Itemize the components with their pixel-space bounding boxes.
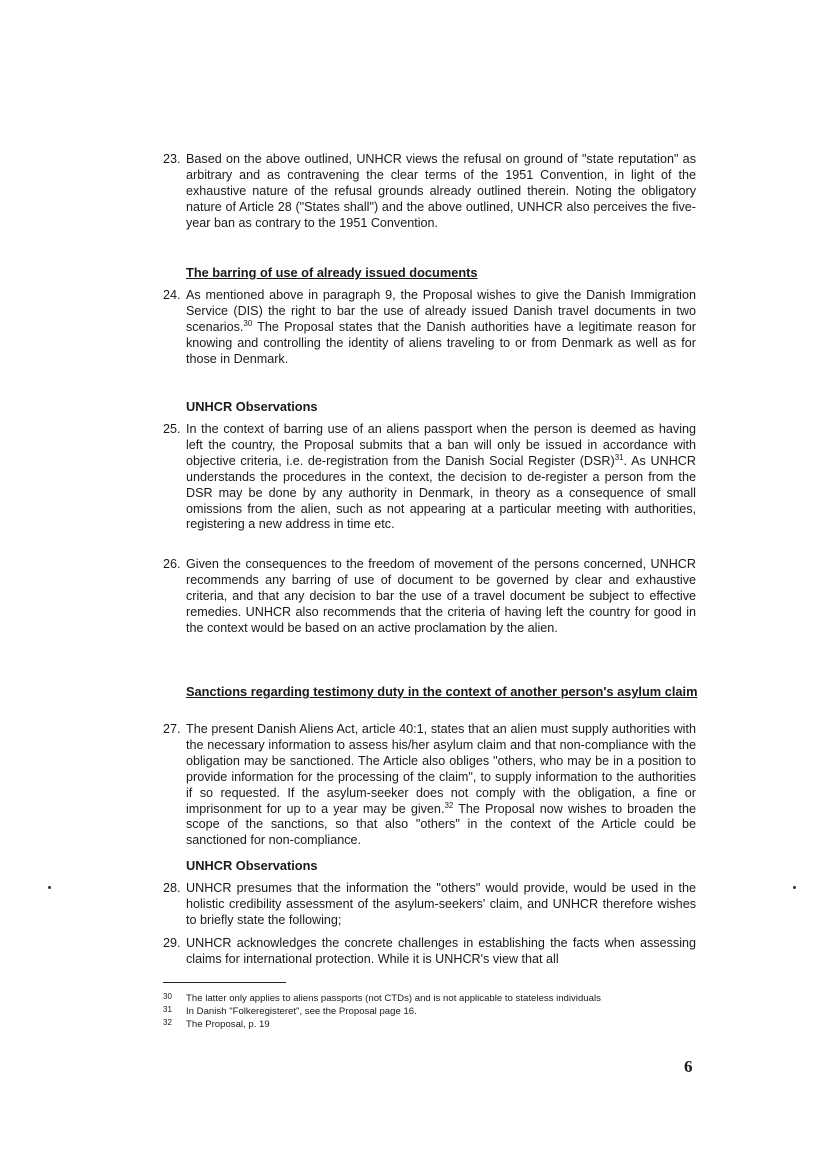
paragraph-number: 28.: [163, 881, 181, 895]
paragraph-text: Based on the above outlined, UNHCR views the refusal on ground of "state reputation" as arbitrary and as contravening the clear terms of the 1951 Convention, in light of the exhaustive nature of the refusal grounds already outlined therein. Noting the obligatory nature of Article 28 ("States shall") and the above outlined, UNHCR also perceives the five-year ban as contrary to the 1951 Convention.: [186, 152, 696, 230]
paragraph-number: 26.: [163, 557, 181, 571]
paragraph-text: In the context of barring use of an aliens passport when the person is deemed as having left the country, the Proposal submits that a ban will only be issued in accordance with objective criteria, i.e. de-registration from the Danish Social Register (DSR)$^{31}$. As UNHCR understands the procedures in the context, the decision to de-register a person from the DSR may be done by any authority in Denmark, in theory as a consequence of small omissions from the alien, such as not appearing at a particular meeting with authorities, registering a new address in time etc.: [186, 422, 696, 532]
paragraph-27: [163, 722, 696, 849]
paragraph-text: UNHCR acknowledges the concrete challenges in establishing the facts when assessing claims for international protection. While it is UNHCR's view that all: [186, 936, 696, 966]
footnote-30: 30 The latter only applies to aliens passports (not CTDs) and is not applicable to stateless individuals: [163, 992, 601, 1004]
paragraph-28: [163, 881, 696, 929]
footnote-32: 32 The Proposal, p. 19: [163, 1018, 270, 1030]
paragraph-26: [163, 557, 696, 637]
footnote-31: 31 In Danish "Folkeregisteret", see the Proposal page 16.: [163, 1005, 417, 1017]
footnote-separator: [163, 982, 286, 983]
section-heading-observations: UNHCR Observations: [186, 858, 318, 873]
paragraph-number: 29.: [163, 936, 181, 950]
paragraph-number: 27.: [163, 722, 181, 736]
paragraph-25: [163, 422, 696, 533]
scan-speck: [48, 886, 51, 889]
footnote-ref-32: 32: [444, 800, 454, 810]
footnote-ref-31: 31: [614, 452, 624, 462]
paragraph-text: Given the consequences to the freedom of movement of the persons concerned, UNHCR recommends any barring of use of document to be governed by clear and exhaustive criteria, and that any decision to bar the use of a travel document be subject to effective remedies. UNHCR also recommends that the criteria of having left the country for good in the context would be based on an active proclamation by the alien.: [186, 557, 696, 635]
page-number: 6: [684, 1057, 693, 1076]
paragraph-23: [163, 152, 696, 232]
paragraph-text: As mentioned above in paragraph 9, the Proposal wishes to give the Danish Immigration Service (DIS) the right to bar the use of already issued Danish travel documents in two scenarios.$^{30}$ The Proposal states that the Danish authorities have a legitimate reason for knowing and controlling the identity of aliens traveling to or from Denmark as well as for those in Denmark.: [186, 288, 696, 366]
paragraph-number: 23.: [163, 152, 181, 166]
paragraph-text: The present Danish Aliens Act, article 40:1, states that an alien must supply authorities with the necessary information to assess his/her asylum claim and that non-compliance with the obligation may be sanctioned. The Article also obliges "others, who may be in a position to provide information for the processing of the claim", to supply information to the authorities if so requested. If the asylum-seeker does not comply with the obligation, a fine or imprisonment for up to a year may be given.$^{32}$ The Proposal now wishes to broaden the scope of the sanctions, so that also "others" in the context of the Article could be sanctioned for non-compliance.: [186, 722, 696, 848]
paragraph-text: UNHCR presumes that the information the "others" would provide, would be used in the holistic credibility assessment of the asylum-seekers' claim, and UNHCR therefore wishes to briefly state the following;: [186, 881, 696, 927]
section-heading-barring: The barring of use of already issued documents: [186, 265, 478, 280]
section-heading-sanctions: Sanctions regarding testimony duty in the context of another person's asylum claim: [186, 684, 698, 699]
footnote-ref-30: 30: [243, 318, 253, 328]
section-heading-observations: UNHCR Observations: [186, 399, 318, 414]
paragraph-24: [163, 288, 696, 368]
scan-speck: [793, 886, 796, 889]
paragraph-29: [163, 936, 696, 968]
paragraph-number: 24.: [163, 288, 181, 302]
paragraph-number: 25.: [163, 422, 181, 436]
